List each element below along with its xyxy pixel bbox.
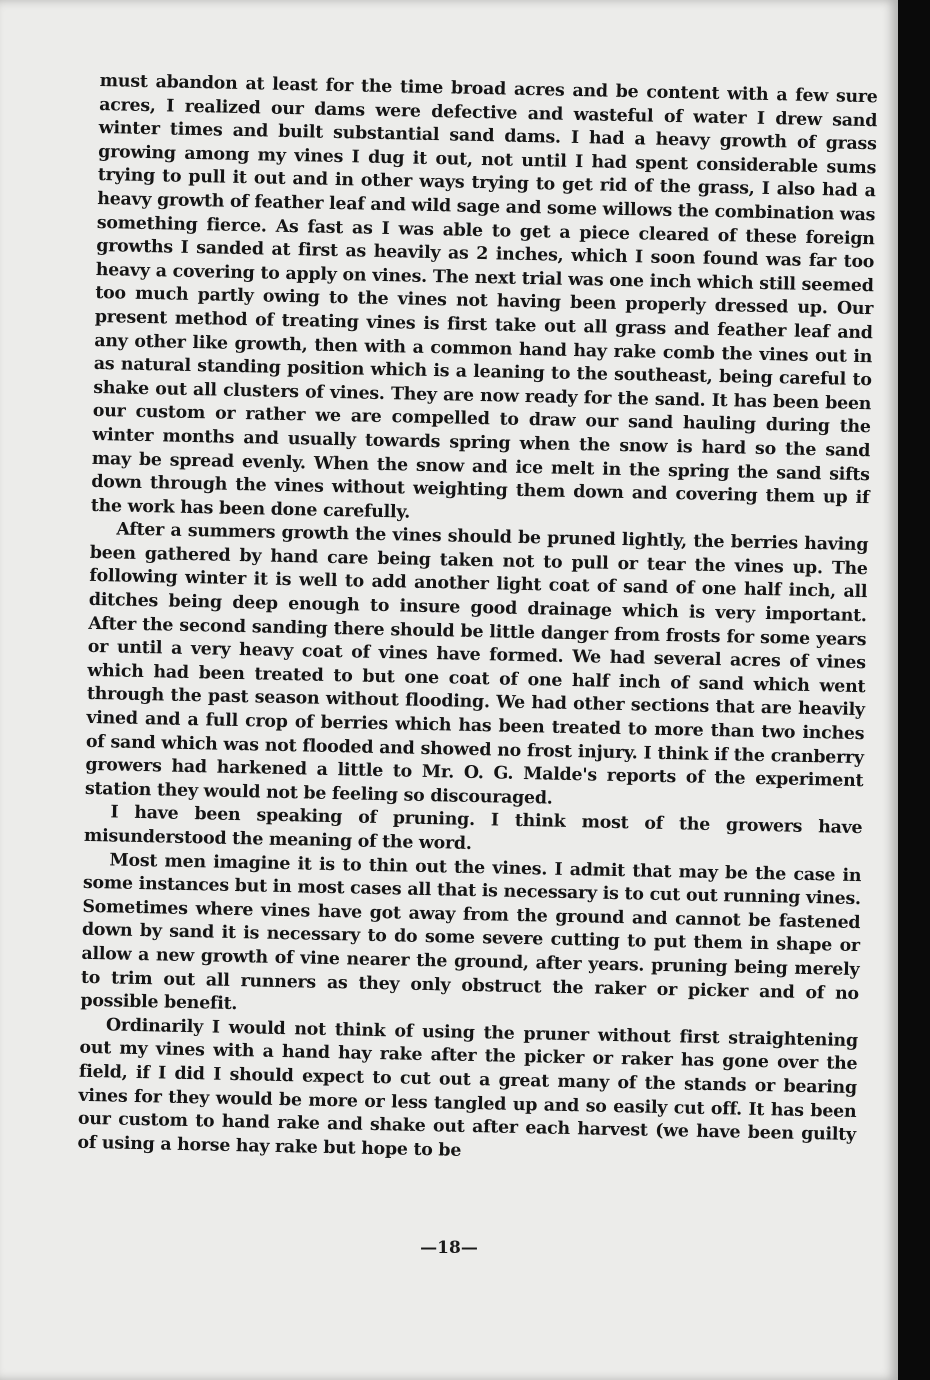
paragraph-5: Ordinarily I would not think of using the pruner without first straightening out my vines with a hand hay rake after the picker or raker has gone over the field, if I did I should expect to cut out a great many of the stands or bearing vines for they would be more or less tangled up and so easily cut off. It has been our custom to hand rake and shake out after each harvest (we have been guilty of using a horse hay rake but hope to be xyxy=(77,1015,859,1161)
paragraph-4: Most men imagine it is to thin out the vines. I admit that may be the case in some instances but in most cases all that is necessary is to cut out running vines. Sometimes where vines have got away from the ground and cannot be fastened down by sand it is necessary to do some severe cutting to put them in shape or allow a new growth of vine nearer the ground, after years. pruning being merely to trim out all runners as they only obstruct the raker or picker and of no possible benefit. xyxy=(80,849,862,1015)
paragraph-2: After a summers growth the vines should be pruned lightly, the berries having been gathered by hand care being taken not to pull or tear the vines up. The following winter it is well to add another light coat of sand of one half inch, all ditches being deep enough to insure good drainage which is very important. After the second sanding there should be little danger from frosts for some years or until a very heavy coat of vines have formed. We had several acres of vines which had been treated to but one coat of one half inch of sand which went through the past season without flooding. We had other sections that are heavily vined and a full crop of berries which has been treated to more than two inches of sand which was not flooded and showed no frost injury. I think if the cranberry growers had harkened a little to Mr. O. G. Malde's reports of the experiment station they would not be feeling so discouraged. xyxy=(84,519,869,809)
page-number: —18— xyxy=(420,1238,478,1258)
paragraph-3: I have been speaking of pruning. I think most of the growers have misunderstood the meaning of the word. xyxy=(83,802,863,854)
body-text xyxy=(77,70,878,1171)
paragraph-1: must abandon at least for the time broad acres and be content with a few sure acres, I realized our dams were defective and wasteful of water I drew sand winter times and built substantial sand dams. I had a heavy growth of grass growing among my vines I dug it out, not until I had spent considerable sums trying to pull it out and in other ways trying to get rid of the grass, I also had a heavy growth of feather leaf and wild sage and some willows the combination was something fierce. As fast as I was able to get a piece cleared of these foreign growths I sanded at first as heavily as 2 inches, which I soon found was far too heavy a covering to apply on vines. The next trial was one inch which still seemed too much partly owing to the vines not having been properly dressed up. Our present method of treating vines is first take out all grass and feather leaf and any other like growth, then with a common hand hay rake comb the vines out in as natural standing position which is a leaning to the southeast, being careful to shake out all clusters of vines. They are now ready for the sand. It has been been our custom or rather we are compelled to draw our sand hauling during the winter months and usually towards spring when the snow is hard so the sand may be spread evenly. When the snow and ice melt in the spring the sand sifts down through the vines without weighting them down and covering them up if the work has been done carefully. xyxy=(90,70,878,523)
